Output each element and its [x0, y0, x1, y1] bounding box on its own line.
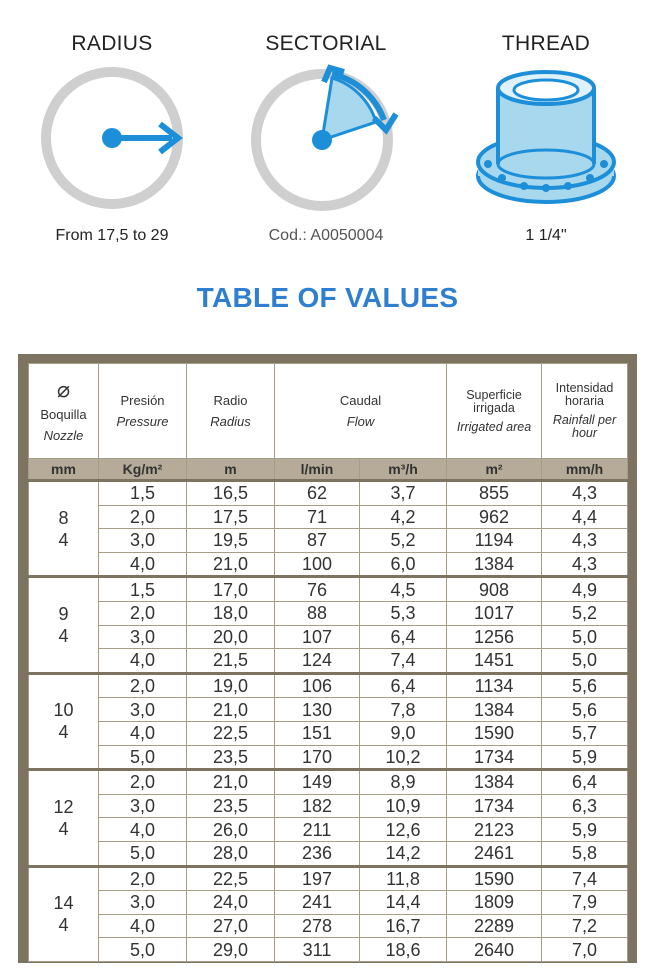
table-cell: 14,4 — [360, 891, 447, 915]
table-cell: 1451 — [447, 649, 542, 674]
table-cell: 16,5 — [187, 481, 275, 506]
table-row — [29, 552, 628, 577]
table-cell: 21,5 — [187, 649, 275, 674]
table-cell: 87 — [275, 529, 360, 553]
table-cell: 1,5 — [99, 577, 187, 602]
table-cell: 22,5 — [187, 866, 275, 891]
header-surface — [447, 364, 542, 459]
values-table — [28, 363, 628, 962]
table-row — [29, 481, 628, 506]
nozzle-sub: 4 — [58, 626, 69, 647]
table-cell: 2461 — [447, 841, 542, 866]
table-row — [29, 866, 628, 891]
table-row — [29, 625, 628, 649]
table-row — [29, 770, 628, 795]
table-cell: 1734 — [447, 745, 542, 770]
nozzle-group-label — [29, 577, 99, 673]
unit-cell: m³/h — [360, 459, 447, 481]
unit-cell: m — [187, 459, 275, 481]
table-row — [29, 698, 628, 722]
table-cell: 5,7 — [542, 721, 628, 745]
table-row — [29, 529, 628, 553]
header-rainfall-es: Intensidad horaria — [555, 381, 614, 408]
table-cell: 151 — [275, 721, 360, 745]
header-radius-en: Radius — [210, 414, 251, 429]
table-cell: 4,0 — [99, 721, 187, 745]
table-cell: 88 — [275, 601, 360, 625]
table-header-row — [29, 364, 628, 459]
feature-sectorial-caption: Cod.: A0050004 — [268, 227, 384, 244]
table-cell: 130 — [275, 698, 360, 722]
header-nozzle — [29, 364, 99, 459]
table-cell: 6,4 — [542, 770, 628, 795]
nozzle-size: 12 — [53, 796, 74, 817]
table-cell: 5,3 — [360, 601, 447, 625]
feature-thread-caption: 1 1/4" — [525, 227, 567, 244]
sectorial-icon — [226, 58, 426, 218]
table-cell: 5,0 — [99, 745, 187, 770]
table-row — [29, 577, 628, 602]
table-cell: 7,9 — [542, 891, 628, 915]
table-cell: 24,0 — [187, 891, 275, 915]
nozzle-size: 10 — [53, 700, 74, 721]
table-cell: 5,2 — [360, 529, 447, 553]
nozzle-size: 8 — [58, 507, 69, 528]
table-cell: 4,5 — [360, 577, 447, 602]
header-pressure — [99, 364, 187, 459]
header-nozzle-es: Boquilla — [40, 407, 87, 422]
table-cell: 2,0 — [99, 866, 187, 891]
table-cell: 962 — [447, 505, 542, 529]
radius-icon — [12, 58, 212, 218]
table-cell: 6,4 — [360, 625, 447, 649]
table-row — [29, 891, 628, 915]
table-cell: 908 — [447, 577, 542, 602]
table-cell: 311 — [275, 938, 360, 962]
unit-cell: mm — [29, 459, 99, 481]
table-cell: 7,8 — [360, 698, 447, 722]
table-cell: 3,0 — [99, 794, 187, 818]
table-cell: 1590 — [447, 721, 542, 745]
header-surface-es: Superficie irrigada — [466, 387, 522, 415]
table-row — [29, 914, 628, 938]
table-cell: 6,4 — [360, 673, 447, 698]
nozzle-size: 14 — [53, 893, 74, 914]
unit-cell: mm/h — [542, 459, 628, 481]
feature-sectorial — [226, 30, 426, 245]
table-cell: 1256 — [447, 625, 542, 649]
table-cell: 3,0 — [99, 891, 187, 915]
table-cell: 1384 — [447, 552, 542, 577]
header-radius-es: Radio — [213, 393, 248, 408]
table-cell: 28,0 — [187, 841, 275, 866]
table-cell: 241 — [275, 891, 360, 915]
page-title: TABLE OF VALUES — [196, 282, 459, 313]
feature-thread — [446, 30, 646, 245]
table-cell: 2,0 — [99, 770, 187, 795]
table-row — [29, 818, 628, 842]
table-cell: 12,6 — [360, 818, 447, 842]
table-cell: 16,7 — [360, 914, 447, 938]
table-cell: 11,8 — [360, 866, 447, 891]
table-cell: 5,9 — [542, 818, 628, 842]
header-rainfall — [542, 364, 628, 459]
nozzle-sub: 4 — [58, 529, 69, 550]
header-nozzle-en: Nozzle — [43, 428, 84, 443]
nozzle-sub: 4 — [58, 722, 69, 743]
nozzle-sub: 4 — [58, 818, 69, 839]
table-cell: 26,0 — [187, 818, 275, 842]
table-row — [29, 601, 628, 625]
table-cell: 2640 — [447, 938, 542, 962]
table-cell: 855 — [447, 481, 542, 506]
table-cell: 62 — [275, 481, 360, 506]
table-cell: 19,0 — [187, 673, 275, 698]
table-cell: 149 — [275, 770, 360, 795]
units-row — [29, 459, 628, 481]
header-radius — [187, 364, 275, 459]
table-cell: 7,4 — [360, 649, 447, 674]
table-cell: 6,3 — [542, 794, 628, 818]
table-cell: 2289 — [447, 914, 542, 938]
table-cell: 5,0 — [542, 649, 628, 674]
table-cell: 5,0 — [99, 938, 187, 962]
table-cell: 4,3 — [542, 529, 628, 553]
table-cell: 182 — [275, 794, 360, 818]
table-cell: 29,0 — [187, 938, 275, 962]
nozzle-group-label — [29, 481, 99, 577]
table-cell: 3,0 — [99, 625, 187, 649]
table-row — [29, 673, 628, 698]
table-cell: 2,0 — [99, 505, 187, 529]
feature-radius-title: RADIUS — [71, 32, 153, 55]
header-surface-en: Irrigated area — [456, 419, 532, 434]
unit-cell: Kg/m² — [99, 459, 187, 481]
nozzle-group-label — [29, 673, 99, 769]
table-cell: 21,0 — [187, 552, 275, 577]
table-cell: 4,0 — [99, 914, 187, 938]
table-cell: 4,4 — [542, 505, 628, 529]
values-table-frame — [18, 354, 637, 963]
table-cell: 5,0 — [99, 841, 187, 866]
table-row — [29, 505, 628, 529]
table-cell: 3,0 — [99, 698, 187, 722]
table-cell: 2,0 — [99, 601, 187, 625]
unit-cell: m² — [447, 459, 542, 481]
table-cell: 27,0 — [187, 914, 275, 938]
table-cell: 4,9 — [542, 577, 628, 602]
table-cell: 19,5 — [187, 529, 275, 553]
table-cell: 1134 — [447, 673, 542, 698]
table-cell: 2,0 — [99, 673, 187, 698]
table-row — [29, 745, 628, 770]
table-cell: 197 — [275, 866, 360, 891]
table-cell: 278 — [275, 914, 360, 938]
table-cell: 4,0 — [99, 649, 187, 674]
table-cell: 7,4 — [542, 866, 628, 891]
table-cell: 106 — [275, 673, 360, 698]
nozzle-sub: 4 — [58, 915, 69, 936]
table-cell: 4,2 — [360, 505, 447, 529]
header-pressure-es: Presión — [120, 393, 165, 408]
table-cell: 17,0 — [187, 577, 275, 602]
table-cell: 1,5 — [99, 481, 187, 506]
nozzle-group-label — [29, 866, 99, 961]
table-cell: 9,0 — [360, 721, 447, 745]
unit-cell: l/min — [275, 459, 360, 481]
table-cell: 1017 — [447, 601, 542, 625]
table-cell: 5,2 — [542, 601, 628, 625]
table-cell: 3,7 — [360, 481, 447, 506]
table-cell: 18,6 — [360, 938, 447, 962]
table-cell: 5,8 — [542, 841, 628, 866]
header-flow — [275, 364, 447, 459]
table-cell: 100 — [275, 552, 360, 577]
table-cell: 1384 — [447, 770, 542, 795]
table-cell: 124 — [275, 649, 360, 674]
table-cell: 5,6 — [542, 673, 628, 698]
table-cell: 7,2 — [542, 914, 628, 938]
table-cell: 5,9 — [542, 745, 628, 770]
header-flow-es: Caudal — [339, 393, 382, 408]
feature-radius-caption: From 17,5 to 29 — [55, 227, 169, 244]
feature-sectorial-title: SECTORIAL — [265, 32, 387, 55]
table-cell: 4,3 — [542, 481, 628, 506]
diameter-icon: ⌀ — [56, 377, 71, 402]
table-cell: 6,0 — [360, 552, 447, 577]
table-row — [29, 794, 628, 818]
table-cell: 22,5 — [187, 721, 275, 745]
table-cell: 1384 — [447, 698, 542, 722]
table-cell: 10,2 — [360, 745, 447, 770]
feature-thread-title: THREAD — [501, 32, 591, 55]
table-cell: 17,5 — [187, 505, 275, 529]
table-cell: 18,0 — [187, 601, 275, 625]
table-cell: 170 — [275, 745, 360, 770]
table-cell: 7,0 — [542, 938, 628, 962]
table-cell: 20,0 — [187, 625, 275, 649]
table-cell: 23,5 — [187, 745, 275, 770]
table-cell: 4,0 — [99, 552, 187, 577]
header-flow-en: Flow — [346, 414, 375, 429]
table-cell: 10,9 — [360, 794, 447, 818]
table-cell: 71 — [275, 505, 360, 529]
table-cell: 5,6 — [542, 698, 628, 722]
table-cell: 14,2 — [360, 841, 447, 866]
table-cell: 1590 — [447, 866, 542, 891]
header-pressure-en: Pressure — [116, 414, 169, 429]
table-row — [29, 938, 628, 962]
table-cell: 23,5 — [187, 794, 275, 818]
table-row — [29, 721, 628, 745]
table-cell: 21,0 — [187, 698, 275, 722]
table-cell: 1734 — [447, 794, 542, 818]
table-row — [29, 841, 628, 866]
header-rainfall-en: Rainfall per hour — [552, 413, 617, 440]
thread-icon — [446, 58, 646, 218]
table-cell: 2123 — [447, 818, 542, 842]
table-cell: 3,0 — [99, 529, 187, 553]
table-cell: 8,9 — [360, 770, 447, 795]
table-cell: 107 — [275, 625, 360, 649]
table-cell: 4,3 — [542, 552, 628, 577]
table-row — [29, 649, 628, 674]
nozzle-size: 9 — [58, 604, 69, 625]
table-cell: 4,0 — [99, 818, 187, 842]
table-cell: 211 — [275, 818, 360, 842]
table-cell: 1194 — [447, 529, 542, 553]
table-cell: 1809 — [447, 891, 542, 915]
table-cell: 5,0 — [542, 625, 628, 649]
table-cell: 76 — [275, 577, 360, 602]
nozzle-group-label — [29, 770, 99, 866]
table-cell: 21,0 — [187, 770, 275, 795]
table-cell: 236 — [275, 841, 360, 866]
feature-radius — [12, 30, 212, 245]
